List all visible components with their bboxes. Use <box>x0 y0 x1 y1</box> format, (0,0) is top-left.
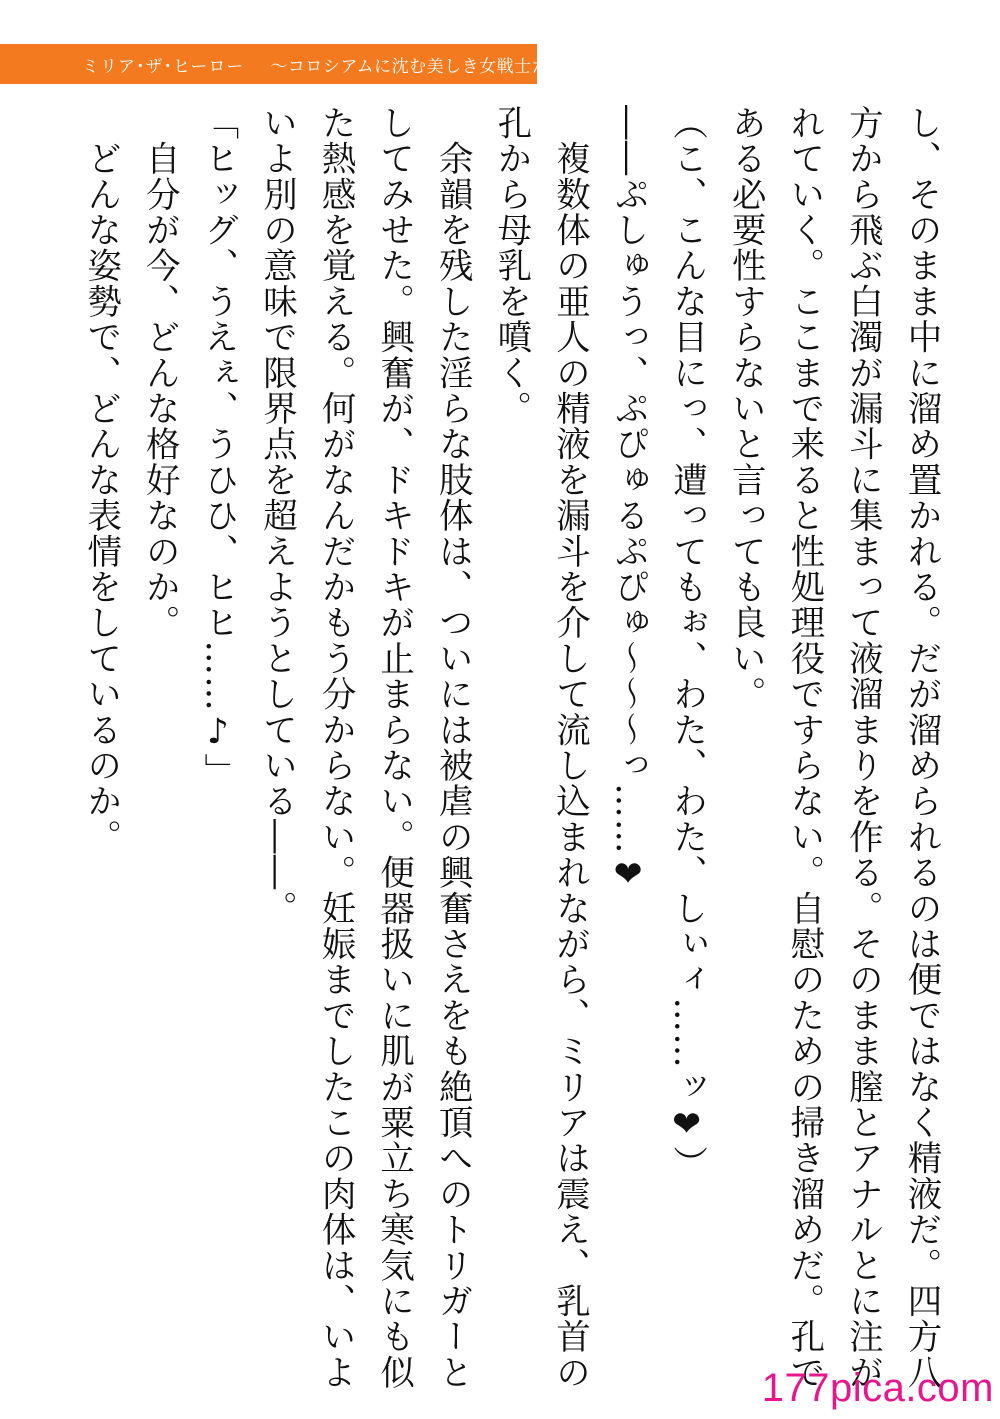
text-column: 方から飛ぶ白濁が漏斗に集まって液溜まりを作る。そのまま膣とアナルとに注が <box>842 105 883 1391</box>
text-column: 「ヒッグ、うえぇ、うひひ、ヒヒ……♪」 <box>197 105 238 789</box>
text-column: れていく。ここまで来ると性処理役ですらない。自慰のための掃き溜めだ。孔で <box>783 105 824 1391</box>
watermark: 177pica.com <box>761 1366 994 1410</box>
text-column: 複数体の亜人の精液を漏斗を介して流し込まれながら、ミリアは震え、乳首の <box>549 105 590 1391</box>
book-subtitle: ～コロシアムに沈む美しき女戦士たち～ <box>270 56 585 77</box>
text-column: 自分が今、どんな格好なのか。 <box>139 105 180 641</box>
text-column: た熱感を覚える。何がなんだかもう分からない。妊娠までしたこの肉体は、いよ <box>315 105 356 1391</box>
text-column: いよ別の意味で限界点を超えようとしている――。 <box>256 105 297 927</box>
text-column: どんな姿勢で、どんな表情をしているのか。 <box>80 105 121 855</box>
text-column: ――ぷしゅうっ、ぷぴゅるぷぴゅ～～～っ……❤ <box>608 105 649 896</box>
running-header <box>0 44 585 84</box>
text-column: してみせた。興奮が、ドキドキが止まらない。便器扱いに肌が粟立ち寒気にも似 <box>373 105 414 1391</box>
text-column: 余韻を残した淫らな肢体は、ついには被虐の興奮さえをも絶頂へのトリガーと <box>432 105 473 1391</box>
text-column: し、そのまま中に溜め置かれる。だが溜められるのは便ではなく精液だ。四方八 <box>901 105 941 1391</box>
book-title: ミリア･ザ･ヒーロー <box>82 56 245 77</box>
text-column: 孔から母乳を噴く。 <box>490 105 531 427</box>
text-column: （こ、こんな目にっ、遭ってもぉ、わた、わた、しぃィ……ッ❤） <box>666 105 707 1182</box>
text-column: ある必要性すらないと言っても良い。 <box>725 105 766 712</box>
vertical-body-text <box>71 105 950 1391</box>
